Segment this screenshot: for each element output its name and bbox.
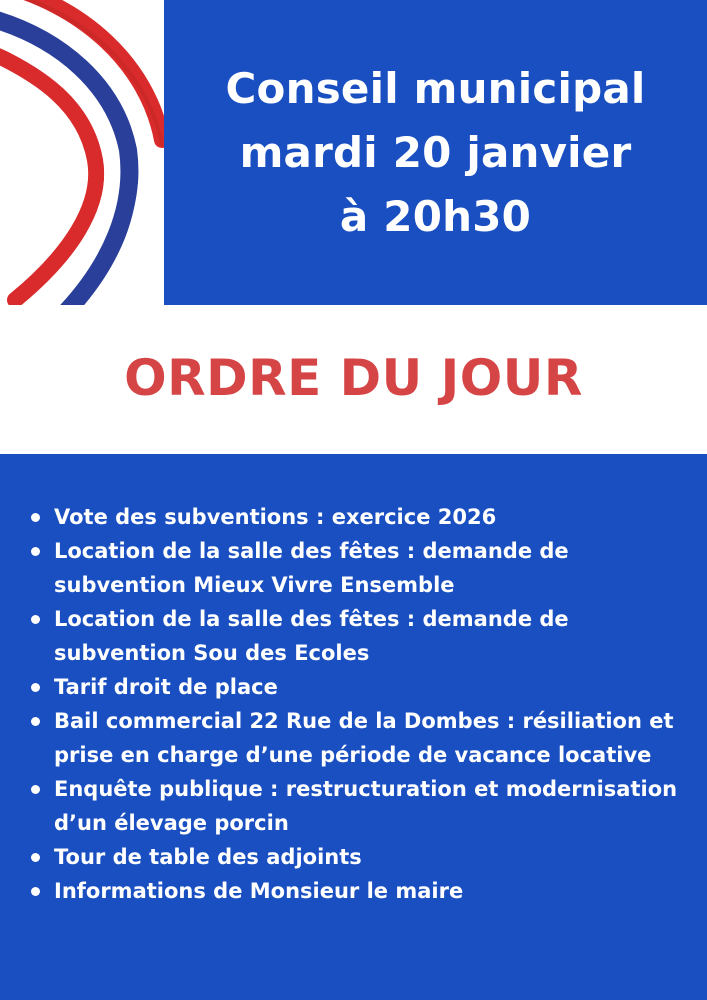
agenda-item: [28, 874, 698, 908]
agenda-item-line: Bail commercial 22 Rue de la Dombes : résiliation et: [54, 709, 674, 733]
meeting-header: [164, 0, 707, 305]
agenda-item: [28, 772, 698, 840]
header-line-event: Conseil municipal: [225, 63, 646, 113]
agenda-item: [28, 534, 698, 602]
agenda-item: [28, 670, 698, 704]
page-title: ORDRE DU JOUR: [124, 348, 583, 407]
agenda-item-line: Tarif droit de place: [54, 675, 278, 699]
bullet-icon: [31, 683, 40, 692]
title-band: [0, 305, 707, 454]
ribbon-panel: [0, 0, 164, 305]
header-line-date: mardi 20 janvier: [239, 127, 632, 177]
bullet-icon: [31, 615, 40, 624]
agenda-panel: [0, 454, 707, 1000]
bullet-icon: [31, 853, 40, 862]
agenda-item-line: Location de la salle des fêtes : demande de: [54, 539, 569, 563]
bullet-icon: [31, 717, 40, 726]
bullet-icon: [31, 785, 40, 794]
agenda-item-line: Tour de table des adjoints: [54, 845, 362, 869]
bullet-icon: [31, 513, 40, 522]
bullet-icon: [31, 547, 40, 556]
agenda-item-line: Enquête publique : restructuration et modernisation: [54, 777, 678, 801]
tricolor-ribbon-icon: [0, 0, 164, 305]
agenda-item: [28, 704, 698, 772]
header-line-time: à 20h30: [339, 191, 532, 241]
agenda-item-line: prise en charge d’une période de vacance locative: [54, 743, 652, 767]
bullet-icon: [31, 887, 40, 896]
agenda-item-line: Informations de Monsieur le maire: [54, 879, 464, 903]
agenda-item-line: subvention Mieux Vivre Ensemble: [54, 573, 455, 597]
agenda-item-line: subvention Sou des Ecoles: [54, 641, 370, 665]
agenda-item: [28, 840, 698, 874]
agenda-item: [28, 500, 698, 534]
agenda-item-line: Location de la salle des fêtes : demande de: [54, 607, 569, 631]
agenda-item-line: Vote des subventions : exercice 2026: [54, 505, 497, 529]
agenda-list: [28, 500, 698, 908]
agenda-item: [28, 602, 698, 670]
agenda-item-line: d’un élevage porcin: [54, 811, 289, 835]
